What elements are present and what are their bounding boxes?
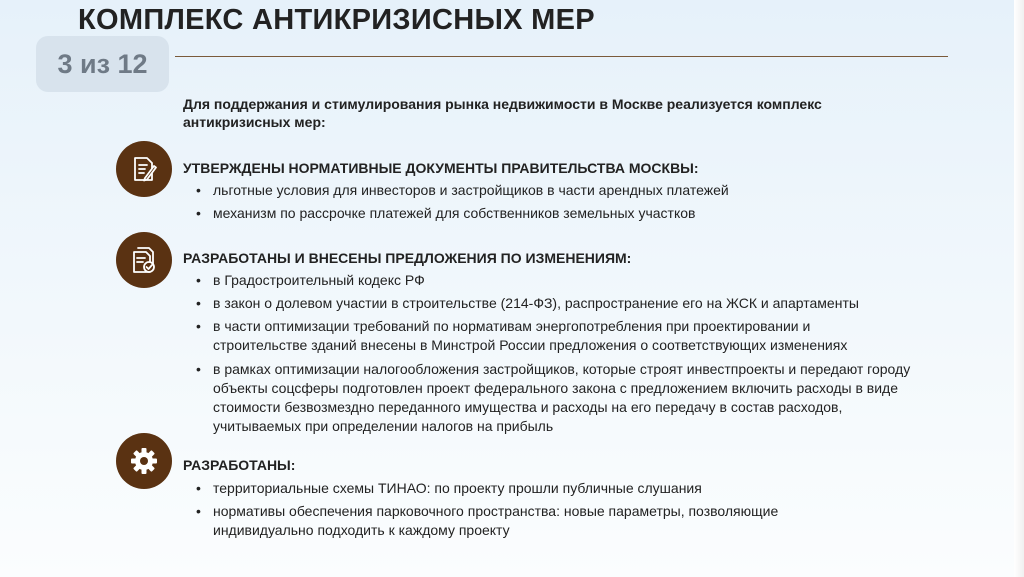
- list-item: • льготные условия для инвесторов и застройщиков в части арендных платежей: [196, 181, 916, 200]
- page-counter: 3 из 12: [36, 36, 169, 92]
- list-item: • нормативы обеспечения парковочного пространства: новые параметры, позволяющие индивидуально подходить к каждому проекту: [196, 502, 833, 540]
- list-item: • в закон о долевом участии в строительстве (214-ФЗ), распространение его на ЖСК и апартаменты: [196, 294, 916, 313]
- list-item: • в рамках оптимизации налогообложения застройщиков, которые строят инвестпроекты и передают городу объекты соцсферы подготовлен проект федерального закона с предложением включить расходы в виде стоимости безвозмездно переданного имущества и расходы на его передачу в состав расходов, учитываемых при определении налогов на прибыль: [196, 360, 918, 436]
- title-divider: [175, 56, 948, 57]
- list-item: • территориальные схемы ТИНАО: по проекту прошли публичные слушания: [196, 479, 916, 498]
- gear-icon: [116, 433, 172, 489]
- viewer-edge: [1014, 0, 1024, 577]
- documents-check-icon: [116, 232, 172, 288]
- document-edit-icon: [116, 141, 172, 197]
- section-3-heading: РАЗРАБОТАНЫ:: [183, 457, 296, 473]
- intro-text: Для поддержания и стимулирования рынка недвижимости в Москве реализуется комплекс антикризисных мер:: [183, 96, 822, 130]
- section-3-list: [196, 479, 916, 540]
- list-item: • механизм по рассрочке платежей для собственников земельных участков: [196, 204, 916, 223]
- section-2-heading: РАЗРАБОТАНЫ И ВНЕСЕНЫ ПРЕДЛОЖЕНИЯ ПО ИЗМЕНЕНИЯМ:: [183, 250, 632, 266]
- slide-title: КОМПЛЕКС АНТИКРИЗИСНЫХ МЕР: [78, 4, 595, 36]
- section-1-heading: УТВЕРЖДЕНЫ НОРМАТИВНЫЕ ДОКУМЕНТЫ ПРАВИТЕЛЬСТВА МОСКВЫ:: [183, 160, 699, 176]
- section-2-list: [196, 271, 916, 436]
- list-item: • в части оптимизации требований по нормативам энергопотребления при проектировании и строительстве зданий внесены в Минстрой России предложения о соответствующих изменениях: [196, 317, 873, 355]
- list-item: • в Градостроительный кодекс РФ: [196, 271, 916, 290]
- section-1-list: [196, 181, 916, 223]
